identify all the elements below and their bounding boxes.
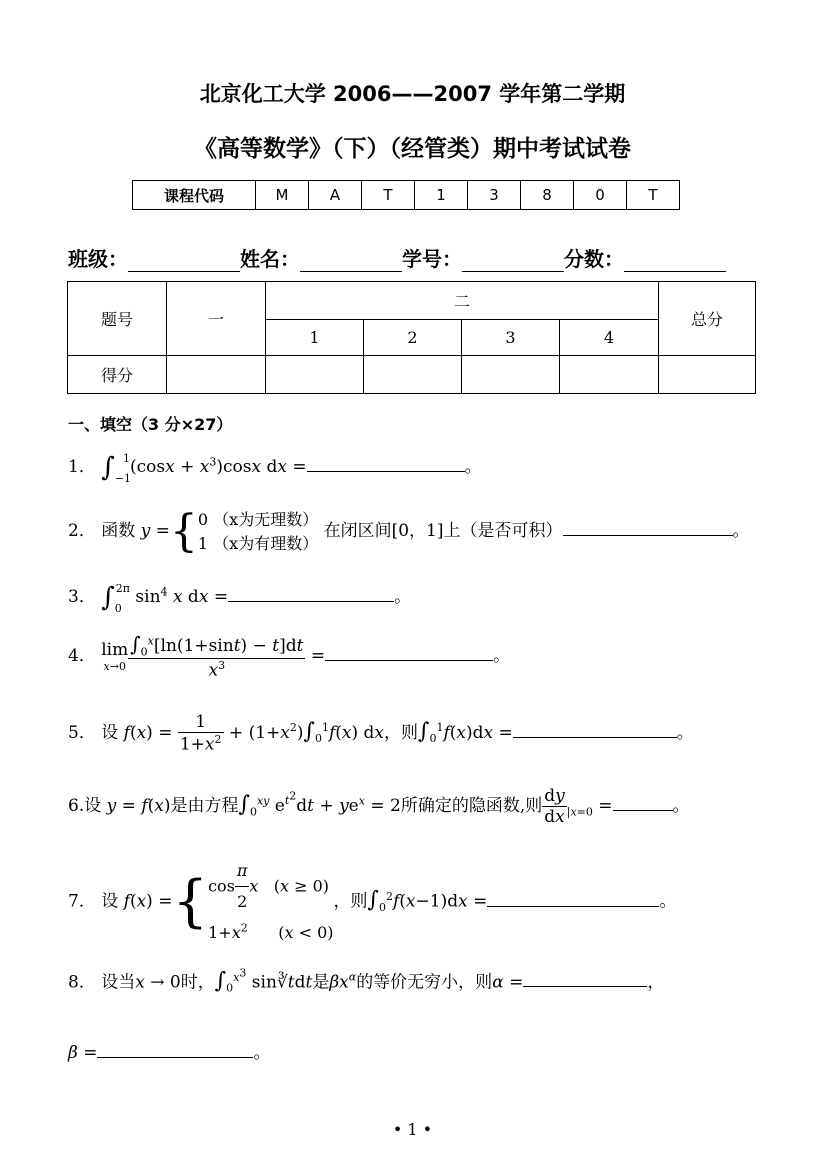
punct: 。	[672, 796, 690, 816]
question-text: 在闭区间[0，1]上（是否可积）	[323, 521, 563, 541]
question-8: 8． 设当x → 0时，$\int_0^{x^3}$ sin∛tdt是$\beta x^\alpha$的等价无穷小，则α = ，	[68, 966, 665, 995]
answer-blank[interactable]	[97, 1039, 253, 1058]
question-text: 是由方程	[170, 796, 239, 816]
punct: 。	[253, 1043, 271, 1063]
question-1: 1． $\int_{-1}^1(\cos x + x^3)\cos x$ dx = 。	[68, 452, 482, 485]
sub-col-header: 3	[462, 320, 560, 356]
punct: 。	[659, 891, 677, 912]
case-line: 1 （x为有理数）	[197, 533, 319, 553]
course-code-label: 课程代码	[133, 181, 256, 210]
fraction: $\frac{1}{1+x^2}$	[179, 712, 222, 755]
student-id-label: 学号：	[402, 247, 462, 271]
case-line: 0 （x为无理数）	[197, 509, 319, 529]
class-label: 班级：	[68, 247, 128, 271]
question-number: 7．	[68, 891, 96, 912]
question-8-beta: β = 。	[68, 1038, 270, 1063]
question-5: 5． 设 f(x) = $\frac{1}{1+x^2}$ + $(1+x^2)\int_0^1f(x)$ dx，则$\int_0^1f(x)dx$ = 。	[68, 712, 694, 755]
question-text: 设	[84, 796, 102, 816]
score-cell[interactable]	[167, 356, 266, 394]
question-text: ，则	[333, 891, 368, 912]
course-code-char: A	[309, 181, 362, 210]
course-code-char: 3	[468, 181, 521, 210]
score-cell[interactable]	[659, 356, 756, 394]
student-id-field[interactable]	[462, 247, 564, 272]
name-field[interactable]	[300, 247, 402, 272]
question-number: 2．	[68, 521, 96, 541]
brace: {	[169, 506, 198, 557]
score-label: 分数：	[564, 247, 624, 271]
section-heading: 一、填空（3 分×27）	[68, 415, 233, 434]
question-number: 1．	[68, 457, 96, 477]
course-code-char: M	[256, 181, 309, 210]
answer-blank[interactable]	[487, 888, 659, 907]
fraction: $\frac{dy}{dx}$	[544, 786, 565, 827]
score-cell[interactable]	[364, 356, 462, 394]
exam-subtitle: 《高等数学》（下）（经管类）期中考试试卷	[194, 135, 631, 162]
score-cell[interactable]	[560, 356, 659, 394]
limit: lim x→0	[101, 640, 129, 674]
answer-blank[interactable]	[325, 642, 493, 661]
sub-col-header: 2	[364, 320, 462, 356]
fraction: $\frac{\int_0^x[\ln(1+\sin t) - t]dt}{x^3}$	[130, 632, 304, 682]
question-number: 3．	[68, 587, 96, 607]
score-row-label: 得分	[68, 356, 167, 394]
question-text: 设当	[101, 972, 136, 993]
integral-sign: ∫	[101, 582, 115, 613]
question-6: 6.设 y = f(x)是由方程$\int_0^{xy}$ $e^{t^2}dt + ye^x = 2$所确定的隐函数,则 $\frac{dy}{dx}$ $_{|x=0}$ = 。	[68, 786, 690, 827]
answer-blank[interactable]	[523, 968, 647, 987]
question-number: 4．	[68, 646, 96, 667]
question-3: 3． $\int_0^{2\pi}$ $\sin^4 x$ dx = 。	[68, 582, 412, 615]
score-field[interactable]	[624, 247, 726, 272]
punct: 。	[493, 646, 511, 667]
question-2: 2． 函数 y ={ 0 （x为无理数） 1 （x为有理数） 在闭区间[0，1]上（是否可积） 。	[68, 506, 750, 557]
question-text: ，则	[384, 722, 419, 743]
question-number: 6.	[68, 796, 85, 816]
punct: 。	[676, 722, 694, 743]
integral-sign: ∫	[101, 452, 115, 483]
answer-blank[interactable]	[563, 517, 733, 536]
class-field[interactable]	[128, 247, 240, 272]
sub-col-header: 4	[560, 320, 659, 356]
question-4: 4． lim x→0 $\frac{\int_0^x[\ln(1+\sin t) - t]dt}{x^3}$ = 。	[68, 632, 511, 682]
exam-title: 北京化工大学 2006——2007 学年第二学期	[199, 82, 626, 106]
answer-blank[interactable]	[613, 792, 673, 811]
course-code-char: T	[627, 181, 680, 210]
score-cell[interactable]	[266, 356, 364, 394]
answer-blank[interactable]	[307, 453, 465, 472]
answer-blank[interactable]	[228, 583, 394, 602]
course-code-char: 1	[415, 181, 468, 210]
score-table	[67, 281, 756, 394]
course-code-char: 8	[521, 181, 574, 210]
course-code-char: 0	[574, 181, 627, 210]
fraction: $\frac{\pi}{2}$	[235, 856, 250, 918]
question-text: 函数	[101, 521, 136, 541]
brace: {	[172, 869, 209, 935]
total-header: 总分	[659, 282, 756, 356]
question-7: 7． 设 f(x) ={ cos $\frac{\pi}{2}$ x (x ≥ 0) $1+x^2$ (x < 0) ，则$\int_0^2f(x-1)dx$ = 。	[68, 856, 676, 948]
punct: 。	[464, 457, 482, 477]
punct: 。	[732, 521, 750, 541]
score-cell[interactable]	[462, 356, 560, 394]
question-text: 所确定的隐函数,则	[400, 796, 543, 816]
question-text: 的等价无穷小，则	[356, 972, 493, 993]
course-code-table	[132, 180, 680, 210]
page-number: • 1 •	[392, 1120, 433, 1139]
question-number: 5．	[68, 722, 96, 743]
punct: ，	[647, 972, 665, 993]
question-text: 设	[101, 891, 119, 912]
answer-blank[interactable]	[513, 719, 677, 738]
question-number: 8．	[68, 972, 96, 993]
sub-col-header: 1	[266, 320, 364, 356]
student-info-line	[68, 243, 726, 272]
question-text: 时，	[180, 972, 215, 993]
part1-header: 一	[167, 282, 266, 356]
name-label: 姓名：	[240, 247, 300, 271]
course-code-char: T	[362, 181, 415, 210]
punct: 。	[394, 587, 412, 607]
question-text: 设	[101, 722, 119, 743]
part2-header: 二	[266, 282, 659, 320]
question-number-header: 题号	[68, 282, 167, 356]
question-text: 是	[312, 972, 330, 993]
